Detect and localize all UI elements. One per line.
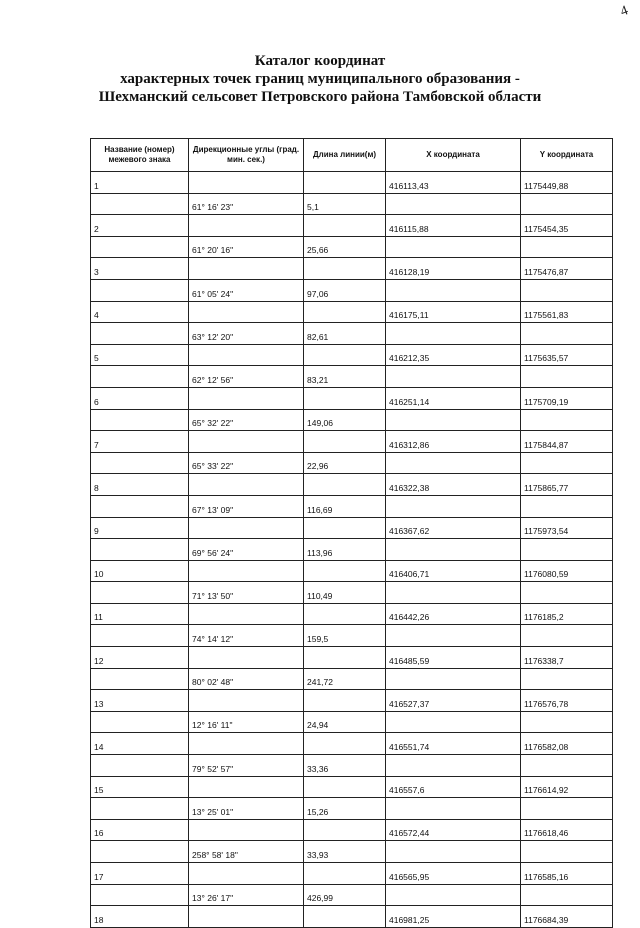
cell-name (91, 193, 189, 215)
cell-y (521, 841, 613, 863)
table-row (91, 215, 613, 237)
cell-x (386, 193, 521, 215)
cell-y: 1176684,39 (521, 906, 613, 928)
cell-name (91, 409, 189, 431)
cell-y (521, 668, 613, 690)
table-row (91, 625, 613, 647)
cell-name: 18 (91, 906, 189, 928)
cell-x (386, 625, 521, 647)
cell-y (521, 495, 613, 517)
cell-angle: 13° 25' 01" (189, 798, 304, 820)
cell-length: 24,94 (304, 711, 386, 733)
cell-name: 14 (91, 733, 189, 755)
cell-name: 11 (91, 603, 189, 625)
cell-angle (189, 474, 304, 496)
cell-angle (189, 863, 304, 885)
cell-name: 5 (91, 344, 189, 366)
cell-x (386, 495, 521, 517)
cell-length: 110,49 (304, 582, 386, 604)
cell-length (304, 431, 386, 453)
cell-angle (189, 647, 304, 669)
table-row (91, 517, 613, 539)
table-row (91, 387, 613, 409)
table-row (91, 366, 613, 388)
cell-x: 416527,37 (386, 690, 521, 712)
cell-name (91, 452, 189, 474)
cell-x (386, 711, 521, 733)
table-row (91, 236, 613, 258)
cell-angle: 61° 20' 16" (189, 236, 304, 258)
cell-length: 33,36 (304, 755, 386, 777)
cell-name: 13 (91, 690, 189, 712)
cell-name: 2 (91, 215, 189, 237)
cell-length: 25,66 (304, 236, 386, 258)
table-row (91, 323, 613, 345)
table-row (91, 279, 613, 301)
cell-x: 416175,11 (386, 301, 521, 323)
cell-length: 5,1 (304, 193, 386, 215)
cell-x: 416251,14 (386, 387, 521, 409)
cell-name (91, 539, 189, 561)
cell-length (304, 906, 386, 928)
cell-x: 416565,95 (386, 863, 521, 885)
cell-length: 159,5 (304, 625, 386, 647)
cell-angle: 258° 58' 18" (189, 841, 304, 863)
cell-length: 426,99 (304, 884, 386, 906)
cell-y (521, 452, 613, 474)
cell-x: 416406,71 (386, 560, 521, 582)
cell-name (91, 279, 189, 301)
table-row (91, 474, 613, 496)
cell-length (304, 301, 386, 323)
cell-length: 15,26 (304, 798, 386, 820)
cell-name (91, 236, 189, 258)
table-row (91, 884, 613, 906)
cell-name (91, 798, 189, 820)
cell-y (521, 884, 613, 906)
table-row (91, 301, 613, 323)
cell-x: 416485,59 (386, 647, 521, 669)
cell-angle: 63° 12' 20" (189, 323, 304, 345)
cell-length (304, 647, 386, 669)
table-row (91, 906, 613, 928)
cell-angle: 79° 52' 57" (189, 755, 304, 777)
cell-length (304, 517, 386, 539)
cell-name (91, 841, 189, 863)
header-angle: Дирекционные углы (град. мин. сек.) (189, 139, 304, 172)
cell-y (521, 625, 613, 647)
cell-angle (189, 906, 304, 928)
cell-length: 97,06 (304, 279, 386, 301)
cell-angle: 71° 13' 50" (189, 582, 304, 604)
cell-length (304, 733, 386, 755)
header-name: Название (номер) межевого знака (91, 139, 189, 172)
cell-name: 7 (91, 431, 189, 453)
cell-y: 1175561,83 (521, 301, 613, 323)
cell-y: 1175454,35 (521, 215, 613, 237)
cell-y: 1175635,57 (521, 344, 613, 366)
cell-angle (189, 690, 304, 712)
cell-angle: 13° 26' 17" (189, 884, 304, 906)
cell-name: 17 (91, 863, 189, 885)
cell-name: 8 (91, 474, 189, 496)
cell-x: 416442,26 (386, 603, 521, 625)
cell-x: 416128,19 (386, 258, 521, 280)
cell-length: 113,96 (304, 539, 386, 561)
cell-y: 1176338,7 (521, 647, 613, 669)
cell-length: 241,72 (304, 668, 386, 690)
cell-length (304, 387, 386, 409)
cell-angle: 61° 16' 23" (189, 193, 304, 215)
cell-name (91, 582, 189, 604)
cell-y (521, 323, 613, 345)
cell-y (521, 582, 613, 604)
header-x: X координата (386, 139, 521, 172)
cell-name (91, 668, 189, 690)
cell-x (386, 582, 521, 604)
cell-x: 416322,38 (386, 474, 521, 496)
cell-length (304, 603, 386, 625)
cell-x: 416113,43 (386, 172, 521, 194)
cell-length (304, 344, 386, 366)
cell-x (386, 409, 521, 431)
cell-length (304, 215, 386, 237)
table-row (91, 647, 613, 669)
cell-x (386, 884, 521, 906)
cell-name (91, 711, 189, 733)
cell-x (386, 279, 521, 301)
cell-y: 1176618,46 (521, 819, 613, 841)
cell-angle: 69° 56' 24" (189, 539, 304, 561)
cell-name: 16 (91, 819, 189, 841)
table-row (91, 431, 613, 453)
cell-x (386, 323, 521, 345)
cell-y (521, 193, 613, 215)
table-row (91, 841, 613, 863)
cell-x (386, 841, 521, 863)
title-line-3: Шехманский сельсовет Петровского района Тамбовской области (98, 89, 542, 105)
cell-x: 416551,74 (386, 733, 521, 755)
table-row (91, 452, 613, 474)
cell-name (91, 495, 189, 517)
cell-length: 83,21 (304, 366, 386, 388)
title-line-2: характерных точек границ муниципального образования - (120, 71, 520, 87)
table-row (91, 193, 613, 215)
cell-x (386, 452, 521, 474)
cell-y: 1175476,87 (521, 258, 613, 280)
table-row (91, 798, 613, 820)
cell-y: 1175449,88 (521, 172, 613, 194)
table-row (91, 560, 613, 582)
cell-name: 12 (91, 647, 189, 669)
cell-x (386, 366, 521, 388)
cell-name (91, 884, 189, 906)
table-row (91, 495, 613, 517)
cell-length: 22,96 (304, 452, 386, 474)
table-row (91, 755, 613, 777)
cell-angle (189, 819, 304, 841)
table-row (91, 668, 613, 690)
cell-angle (189, 431, 304, 453)
cell-angle: 65° 32' 22" (189, 409, 304, 431)
cell-y (521, 236, 613, 258)
table-row (91, 863, 613, 885)
header-length: Длина линии(м) (304, 139, 386, 172)
cell-y: 1176185,2 (521, 603, 613, 625)
cell-angle (189, 301, 304, 323)
title-line-1: Каталог координат (254, 53, 386, 69)
cell-angle (189, 560, 304, 582)
header-y: Y координата (521, 139, 613, 172)
cell-length (304, 560, 386, 582)
cell-length (304, 776, 386, 798)
cell-x: 416557,6 (386, 776, 521, 798)
table-row (91, 539, 613, 561)
cell-y: 1176585,16 (521, 863, 613, 885)
cell-name: 9 (91, 517, 189, 539)
cell-angle: 80° 02' 48" (189, 668, 304, 690)
cell-x: 416312,86 (386, 431, 521, 453)
cell-y: 1175709,19 (521, 387, 613, 409)
cell-name: 3 (91, 258, 189, 280)
cell-length: 33,93 (304, 841, 386, 863)
cell-y (521, 798, 613, 820)
cell-x: 416115,88 (386, 215, 521, 237)
cell-name: 15 (91, 776, 189, 798)
page-mark: 4 (618, 3, 631, 20)
cell-length (304, 690, 386, 712)
cell-name (91, 755, 189, 777)
cell-x (386, 668, 521, 690)
cell-angle (189, 215, 304, 237)
cell-length: 149,06 (304, 409, 386, 431)
cell-y: 1176080,59 (521, 560, 613, 582)
cell-x (386, 236, 521, 258)
coordinates-table (90, 138, 613, 928)
cell-length (304, 474, 386, 496)
cell-length (304, 863, 386, 885)
table-row (91, 344, 613, 366)
cell-angle (189, 172, 304, 194)
cell-angle: 67° 13' 09" (189, 495, 304, 517)
cell-angle (189, 603, 304, 625)
cell-name (91, 323, 189, 345)
cell-y: 1175844,87 (521, 431, 613, 453)
cell-name: 6 (91, 387, 189, 409)
cell-length (304, 258, 386, 280)
cell-y (521, 539, 613, 561)
table-row (91, 776, 613, 798)
cell-x (386, 539, 521, 561)
cell-angle: 62° 12' 56" (189, 366, 304, 388)
cell-angle (189, 733, 304, 755)
table-row (91, 733, 613, 755)
cell-angle (189, 776, 304, 798)
cell-length (304, 819, 386, 841)
table-header-row (91, 139, 613, 172)
cell-name: 10 (91, 560, 189, 582)
cell-length: 82,61 (304, 323, 386, 345)
cell-y (521, 409, 613, 431)
table-row (91, 819, 613, 841)
cell-angle (189, 517, 304, 539)
document-title (0, 52, 640, 106)
cell-x: 416572,44 (386, 819, 521, 841)
cell-y: 1175973,54 (521, 517, 613, 539)
cell-angle (189, 344, 304, 366)
cell-angle (189, 258, 304, 280)
cell-y (521, 366, 613, 388)
cell-length (304, 172, 386, 194)
cell-y (521, 711, 613, 733)
table-row (91, 690, 613, 712)
cell-angle (189, 387, 304, 409)
cell-angle: 74° 14' 12" (189, 625, 304, 647)
cell-name (91, 366, 189, 388)
table-row (91, 603, 613, 625)
cell-x (386, 755, 521, 777)
table-row (91, 582, 613, 604)
cell-length: 116,69 (304, 495, 386, 517)
cell-y: 1175865,77 (521, 474, 613, 496)
table-row (91, 172, 613, 194)
table-row (91, 258, 613, 280)
cell-angle: 61° 05' 24" (189, 279, 304, 301)
table-body (91, 172, 613, 928)
cell-y: 1176614,92 (521, 776, 613, 798)
cell-x: 416981,25 (386, 906, 521, 928)
cell-angle: 65° 33' 22" (189, 452, 304, 474)
cell-x: 416367,62 (386, 517, 521, 539)
cell-x (386, 798, 521, 820)
cell-y: 1176582,08 (521, 733, 613, 755)
table-row (91, 711, 613, 733)
cell-name: 4 (91, 301, 189, 323)
cell-y: 1176576,78 (521, 690, 613, 712)
table-row (91, 409, 613, 431)
cell-name: 1 (91, 172, 189, 194)
cell-name (91, 625, 189, 647)
cell-angle: 12° 16' 11" (189, 711, 304, 733)
cell-y (521, 279, 613, 301)
cell-y (521, 755, 613, 777)
cell-x: 416212,35 (386, 344, 521, 366)
